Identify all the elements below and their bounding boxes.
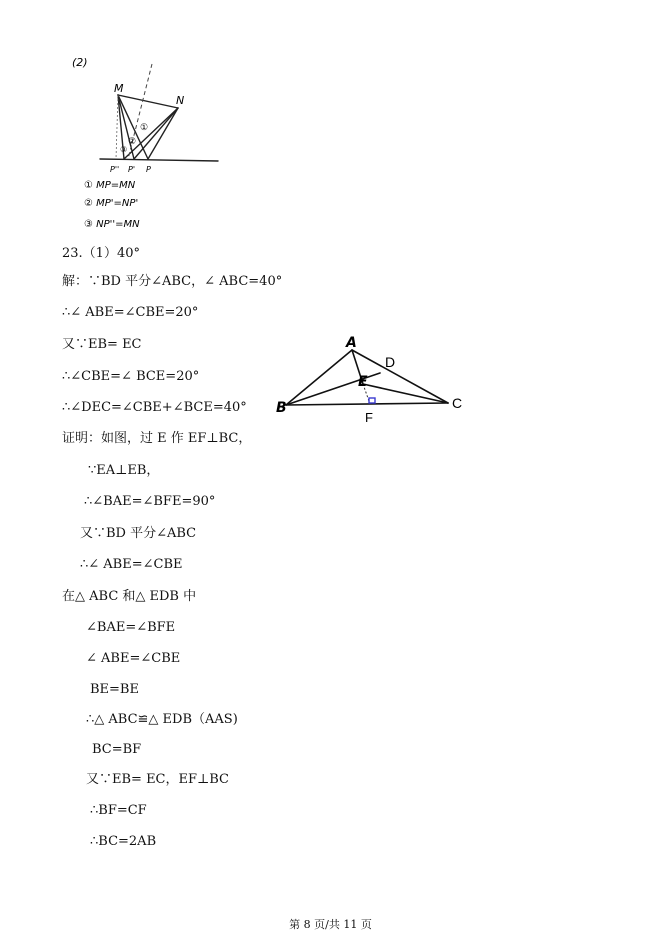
- figure-1-legend-item: ① MP=MN: [84, 180, 136, 191]
- vertex-b-label: B: [276, 400, 287, 416]
- region-2-label: ②: [128, 137, 137, 147]
- point-p-label: P: [146, 165, 151, 174]
- solution-line: 又∵EB= EC，EF⊥BC: [86, 772, 229, 787]
- solution-line: 证明：如图，过 E 作 EF⊥BC，: [62, 431, 252, 446]
- vertex-c-label: C: [452, 395, 463, 411]
- solution-line: 在△ ABC 和△ EDB 中: [62, 589, 197, 604]
- solution-line: ∴∠ ABE=∠CBE=20°: [62, 305, 199, 320]
- figure-1-sketch: [60, 50, 240, 240]
- solution-line: 又∵BD 平分∠ABC: [80, 526, 197, 541]
- point-d-label: D: [385, 354, 396, 370]
- solution-line: ∵EA⊥EB，: [88, 463, 160, 478]
- region-3-label: ③: [120, 145, 128, 154]
- solution-line: ∴∠BAE=∠BFE=90°: [84, 494, 216, 509]
- solution-line: BC=BF: [92, 742, 142, 757]
- question-23-answer: 23.（1）40°: [62, 246, 140, 261]
- solution-line: BE=BE: [90, 682, 139, 697]
- figure-1-legend-item: ③ NP''=MN: [84, 219, 140, 230]
- solution-line: ∠BAE=∠BFE: [86, 620, 176, 635]
- figure-1-legend-item: ② MP'=NP': [84, 198, 139, 209]
- figure-2-triangle: [270, 330, 480, 430]
- solution-line: ∴∠CBE=∠ BCE=20°: [62, 369, 200, 384]
- page-footer: 第 8 页/共 11 页: [289, 918, 372, 931]
- solution-line: ∴BC=2AB: [90, 834, 157, 849]
- point-p1-label: P': [128, 165, 136, 174]
- solution-line: 解：∵BD 平分∠ABC，∠ ABC=40°: [62, 274, 283, 289]
- point-p2-label: P'': [110, 165, 120, 174]
- point-e-label: E: [358, 374, 368, 390]
- solution-line: 又∵EB= EC: [62, 337, 142, 352]
- point-m-label: M: [114, 82, 124, 95]
- point-f-label: F: [365, 410, 373, 425]
- figure-1-part-label: (2): [72, 56, 88, 69]
- vertex-a-label: A: [346, 335, 357, 351]
- region-1-label: ①: [140, 123, 149, 133]
- solution-line: ∴△ ABC≌△ EDB（AAS): [86, 712, 238, 727]
- solution-line: ∠ ABE=∠CBE: [86, 651, 181, 666]
- point-n-label: N: [176, 94, 185, 107]
- solution-line: ∴∠ ABE=∠CBE: [80, 557, 183, 572]
- solution-line: ∴BF=CF: [90, 803, 147, 818]
- solution-line: ∴∠DEC=∠CBE+∠BCE=40°: [62, 400, 247, 415]
